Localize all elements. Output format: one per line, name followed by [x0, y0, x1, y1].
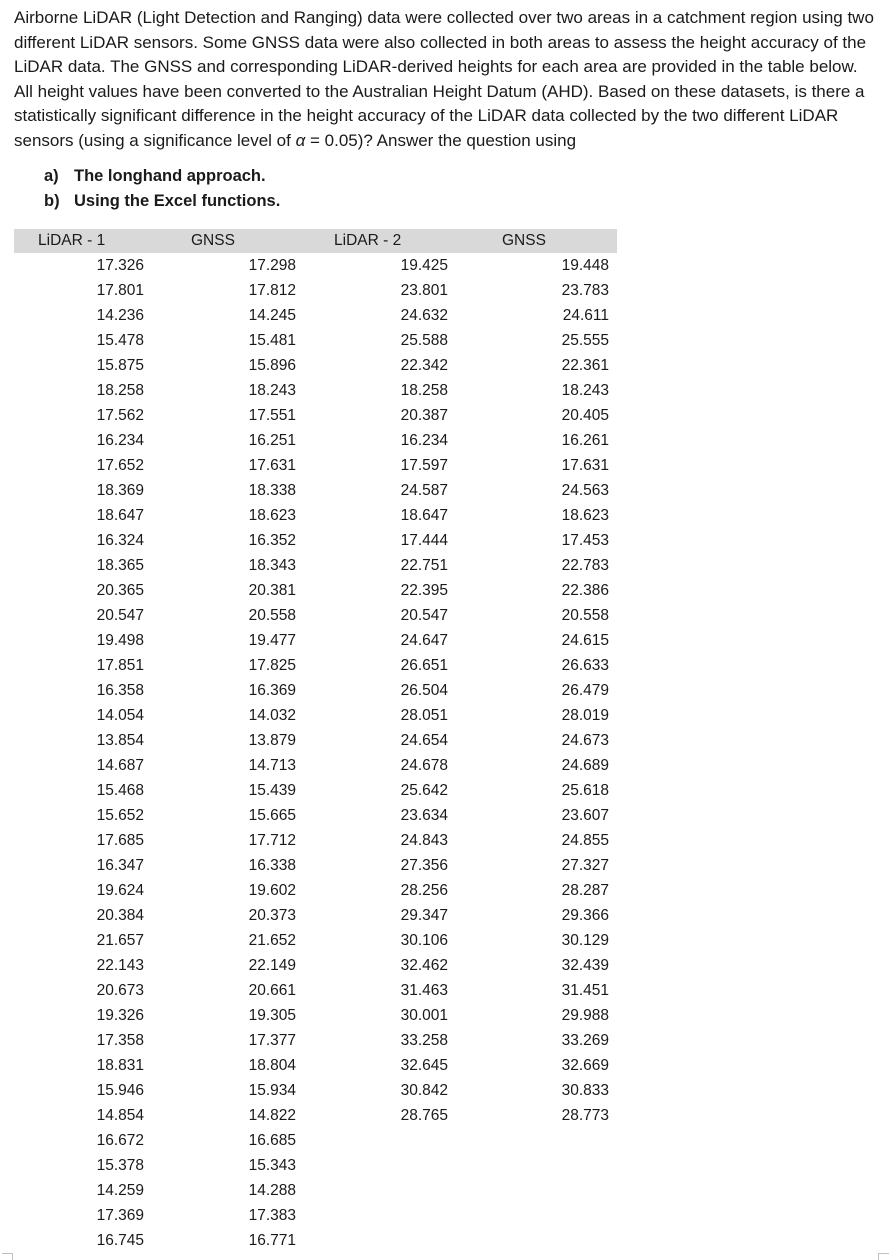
- table-row: [14, 828, 617, 853]
- table-cell: 23.801: [400, 281, 448, 299]
- table-cell: 14.236: [96, 306, 144, 324]
- table-cell: 14.032: [248, 706, 296, 724]
- table-cell: 22.342: [400, 356, 448, 374]
- table-cell: 20.387: [400, 406, 448, 424]
- table-cell: 16.352: [248, 531, 296, 549]
- part-marker: a): [44, 167, 59, 185]
- table-cell: 24.647: [400, 631, 448, 649]
- table-cell: 28.019: [561, 706, 609, 724]
- table-body: [14, 253, 617, 1253]
- table-cell: 20.384: [96, 906, 144, 924]
- table-cell: 22.395: [400, 581, 448, 599]
- table-cell: 18.623: [248, 506, 296, 524]
- table-cell: 28.773: [561, 1106, 609, 1124]
- table-cell: 22.149: [248, 956, 296, 974]
- table-cell: 32.439: [561, 956, 609, 974]
- table-cell: 29.366: [561, 906, 609, 924]
- table-cell: 15.468: [96, 781, 144, 799]
- table-cell: 15.946: [96, 1081, 144, 1099]
- answer-parts-list: [44, 164, 280, 214]
- table-cell: 30.129: [561, 931, 609, 949]
- table-row: [14, 1203, 617, 1228]
- table-cell: 17.652: [96, 456, 144, 474]
- table-cell: 18.243: [561, 381, 609, 399]
- table-cell: 14.288: [248, 1181, 296, 1199]
- table-cell: 30.833: [561, 1081, 609, 1099]
- table-cell: 18.647: [400, 506, 448, 524]
- table-cell: 19.624: [96, 881, 144, 899]
- table-cell: 31.451: [561, 981, 609, 999]
- table-row: [14, 478, 617, 503]
- table-header-row: [14, 229, 617, 253]
- table-row: [14, 1228, 617, 1253]
- table-cell: 20.547: [96, 606, 144, 624]
- table-cell: 15.934: [248, 1081, 296, 1099]
- table-cell: 17.298: [248, 256, 296, 274]
- table-cell: 22.386: [561, 581, 609, 599]
- table-row: [14, 1078, 617, 1103]
- table-cell: [460, 1228, 617, 1253]
- table-cell: 16.745: [96, 1231, 144, 1249]
- answer-part-a: [44, 164, 280, 189]
- table-cell: 17.358: [96, 1031, 144, 1049]
- table-row: [14, 703, 617, 728]
- header-gnss-2: GNSS: [460, 229, 617, 253]
- table-cell: 18.338: [248, 481, 296, 499]
- table-cell: 24.689: [561, 756, 609, 774]
- table-cell: 32.462: [400, 956, 448, 974]
- table-cell: 15.875: [96, 356, 144, 374]
- table-cell: 17.326: [96, 256, 144, 274]
- table-cell: 26.651: [400, 656, 448, 674]
- table-row: [14, 1153, 617, 1178]
- table-cell: 16.338: [248, 856, 296, 874]
- table-row: [14, 453, 617, 478]
- table-row: [14, 603, 617, 628]
- table-cell: [304, 1128, 460, 1153]
- table-cell: 19.326: [96, 1006, 144, 1024]
- part-marker: b): [44, 192, 60, 210]
- table-cell: 20.405: [561, 406, 609, 424]
- table-cell: 15.652: [96, 806, 144, 824]
- table-cell: 21.652: [248, 931, 296, 949]
- table-cell: 22.361: [561, 356, 609, 374]
- table-cell: 32.669: [561, 1056, 609, 1074]
- table-row: [14, 803, 617, 828]
- table-cell: 17.597: [400, 456, 448, 474]
- table-cell: 15.378: [96, 1156, 144, 1174]
- table-cell: 18.804: [248, 1056, 296, 1074]
- table-cell: 18.365: [96, 556, 144, 574]
- table-cell: 24.855: [561, 831, 609, 849]
- question-text: [14, 6, 880, 153]
- table-cell: 20.365: [96, 581, 144, 599]
- header-lidar-1: LiDAR - 1: [14, 229, 152, 253]
- table-row: [14, 503, 617, 528]
- table-cell: 17.685: [96, 831, 144, 849]
- table-row: [14, 1053, 617, 1078]
- table-cell: 22.783: [561, 556, 609, 574]
- table-cell: 14.054: [96, 706, 144, 724]
- table-cell: 16.685: [248, 1131, 296, 1149]
- table-cell: 26.633: [561, 656, 609, 674]
- table-row: [14, 778, 617, 803]
- table-row: [14, 628, 617, 653]
- table-row: [14, 403, 617, 428]
- table-row: [14, 1103, 617, 1128]
- table-cell: 20.673: [96, 981, 144, 999]
- table-cell: 15.478: [96, 331, 144, 349]
- table-row: [14, 678, 617, 703]
- table-cell: 16.261: [561, 431, 609, 449]
- table-cell: 18.831: [96, 1056, 144, 1074]
- table-cell: 19.305: [248, 1006, 296, 1024]
- table-cell: 27.356: [400, 856, 448, 874]
- table-cell: 15.481: [248, 331, 296, 349]
- table-cell: 28.051: [400, 706, 448, 724]
- table-cell: 32.645: [400, 1056, 448, 1074]
- table-cell: 17.444: [400, 531, 448, 549]
- table-cell: 15.343: [248, 1156, 296, 1174]
- table-cell: 13.854: [96, 731, 144, 749]
- table-cell: 15.439: [248, 781, 296, 799]
- table-row: [14, 978, 617, 1003]
- table-cell: [304, 1153, 460, 1178]
- table-row: [14, 428, 617, 453]
- table-cell: 23.607: [561, 806, 609, 824]
- table-cell: 29.988: [561, 1006, 609, 1024]
- table-row: [14, 1003, 617, 1028]
- table-row: [14, 753, 617, 778]
- table-row: [14, 378, 617, 403]
- part-label: The longhand approach.: [74, 167, 266, 185]
- table-cell: 17.801: [96, 281, 144, 299]
- table-row: [14, 303, 617, 328]
- table-cell: 20.558: [248, 606, 296, 624]
- table-cell: 20.661: [248, 981, 296, 999]
- table-cell: 20.547: [400, 606, 448, 624]
- table-cell: 25.642: [400, 781, 448, 799]
- table-cell: 17.825: [248, 656, 296, 674]
- table-cell: 25.618: [561, 781, 609, 799]
- table-cell: 18.369: [96, 481, 144, 499]
- table-cell: 27.327: [561, 856, 609, 874]
- table-cell: 19.425: [400, 256, 448, 274]
- table-cell: 24.615: [561, 631, 609, 649]
- table-cell: 20.381: [248, 581, 296, 599]
- table-cell: 16.672: [96, 1131, 144, 1149]
- table-cell: 18.647: [96, 506, 144, 524]
- height-data-table: [14, 229, 617, 1253]
- table-cell: [460, 1178, 617, 1203]
- table-cell: 24.632: [400, 306, 448, 324]
- question-text-part-2: = 0.05)? Answer the question using: [305, 130, 577, 150]
- table-cell: 14.259: [96, 1181, 144, 1199]
- table-cell: 19.477: [248, 631, 296, 649]
- table-cell: 19.448: [561, 256, 609, 274]
- table-cell: 24.678: [400, 756, 448, 774]
- table-cell: 16.324: [96, 531, 144, 549]
- table-cell: [460, 1203, 617, 1228]
- table-row: [14, 1178, 617, 1203]
- table-row: [14, 653, 617, 678]
- table-cell: 29.347: [400, 906, 448, 924]
- header-gnss-1: GNSS: [152, 229, 304, 253]
- table-cell: 16.234: [400, 431, 448, 449]
- table-cell: 30.842: [400, 1081, 448, 1099]
- table-cell: 17.369: [96, 1206, 144, 1224]
- table-cell: 17.712: [248, 831, 296, 849]
- table-cell: 24.587: [400, 481, 448, 499]
- table-cell: [460, 1128, 617, 1153]
- table-cell: 24.654: [400, 731, 448, 749]
- table-cell: 22.143: [96, 956, 144, 974]
- table-row: [14, 553, 617, 578]
- table-cell: 18.243: [248, 381, 296, 399]
- question-text-part-1: Airborne LiDAR (Light Detection and Ranging) data were collected over two areas in a catchment region using two different LiDAR sensors. Some GNSS data were also collected in both areas to assess the height accuracy of the LiDAR data. The GNSS and corresponding LiDAR-derived heights for each area are provided in the table below. All height values have been converted to the Australian Height Datum (AHD). Based on these datasets, is there a statistically significant difference in the height accuracy of the LiDAR data collected by the two different LiDAR sensors (using a significance level of: [14, 8, 874, 150]
- table-cell: 20.373: [248, 906, 296, 924]
- table-cell: 19.602: [248, 881, 296, 899]
- table-cell: 23.783: [561, 281, 609, 299]
- table-cell: 31.463: [400, 981, 448, 999]
- table-cell: 17.562: [96, 406, 144, 424]
- table-cell: 14.687: [96, 756, 144, 774]
- table-cell: 30.106: [400, 931, 448, 949]
- table-cell: 14.854: [96, 1106, 144, 1124]
- table-row: [14, 328, 617, 353]
- table-row: [14, 253, 617, 278]
- table-cell: 18.258: [400, 381, 448, 399]
- table-cell: 16.251: [248, 431, 296, 449]
- table-cell: 28.765: [400, 1106, 448, 1124]
- answer-part-b: [44, 189, 280, 214]
- table-row: [14, 878, 617, 903]
- table-cell: 33.258: [400, 1031, 448, 1049]
- header-lidar-2: LiDAR - 2: [304, 229, 460, 253]
- table-cell: 28.256: [400, 881, 448, 899]
- table-cell: 25.555: [561, 331, 609, 349]
- table-cell: 17.851: [96, 656, 144, 674]
- table-cell: 14.713: [248, 756, 296, 774]
- table-row: [14, 528, 617, 553]
- part-label: Using the Excel functions.: [74, 192, 281, 210]
- table-cell: 17.812: [248, 281, 296, 299]
- table-cell: 22.751: [400, 556, 448, 574]
- table-row: [14, 353, 617, 378]
- table-row: [14, 928, 617, 953]
- table-cell: 18.258: [96, 381, 144, 399]
- table-cell: 24.611: [562, 306, 609, 324]
- table-cell: 30.001: [400, 1006, 448, 1024]
- table-cell: 15.665: [248, 806, 296, 824]
- table-cell: 33.269: [561, 1031, 609, 1049]
- table-row: [14, 728, 617, 753]
- table-cell: 16.347: [96, 856, 144, 874]
- table-cell: 13.879: [248, 731, 296, 749]
- table-cell: 14.245: [248, 306, 296, 324]
- table-cell: 15.896: [248, 356, 296, 374]
- table-cell: 14.822: [248, 1106, 296, 1124]
- table-cell: [304, 1228, 460, 1253]
- table-cell: 16.369: [248, 681, 296, 699]
- alpha-symbol: α: [295, 130, 306, 150]
- table-cell: 17.631: [248, 456, 296, 474]
- table-cell: [304, 1203, 460, 1228]
- table-cell: [460, 1153, 617, 1178]
- table-cell: 28.287: [561, 881, 609, 899]
- table-cell: 18.623: [561, 506, 609, 524]
- table-row: [14, 953, 617, 978]
- table-cell: [304, 1178, 460, 1203]
- table-row: [14, 1128, 617, 1153]
- table-cell: 17.383: [248, 1206, 296, 1224]
- table-row: [14, 578, 617, 603]
- table-cell: 26.479: [561, 681, 609, 699]
- table-cell: 17.377: [248, 1031, 296, 1049]
- table-row: [14, 903, 617, 928]
- table-row: [14, 1028, 617, 1053]
- table-cell: 20.558: [561, 606, 609, 624]
- table-cell: 17.551: [248, 406, 296, 424]
- table-cell: 16.771: [248, 1231, 296, 1249]
- table-cell: 23.634: [400, 806, 448, 824]
- table-cell: 16.234: [96, 431, 144, 449]
- table-cell: 21.657: [96, 931, 144, 949]
- table-cell: 19.498: [96, 631, 144, 649]
- table-cell: 25.588: [400, 331, 448, 349]
- table-row: [14, 853, 617, 878]
- table-cell: 24.563: [561, 481, 609, 499]
- table-cell: 17.631: [561, 456, 609, 474]
- table-cell: 17.453: [561, 531, 609, 549]
- table-cell: 16.358: [96, 681, 144, 699]
- table-cell: 26.504: [400, 681, 448, 699]
- table-cell: 18.343: [248, 556, 296, 574]
- table-row: [14, 278, 617, 303]
- table-cell: 24.673: [561, 731, 609, 749]
- table-cell: 24.843: [400, 831, 448, 849]
